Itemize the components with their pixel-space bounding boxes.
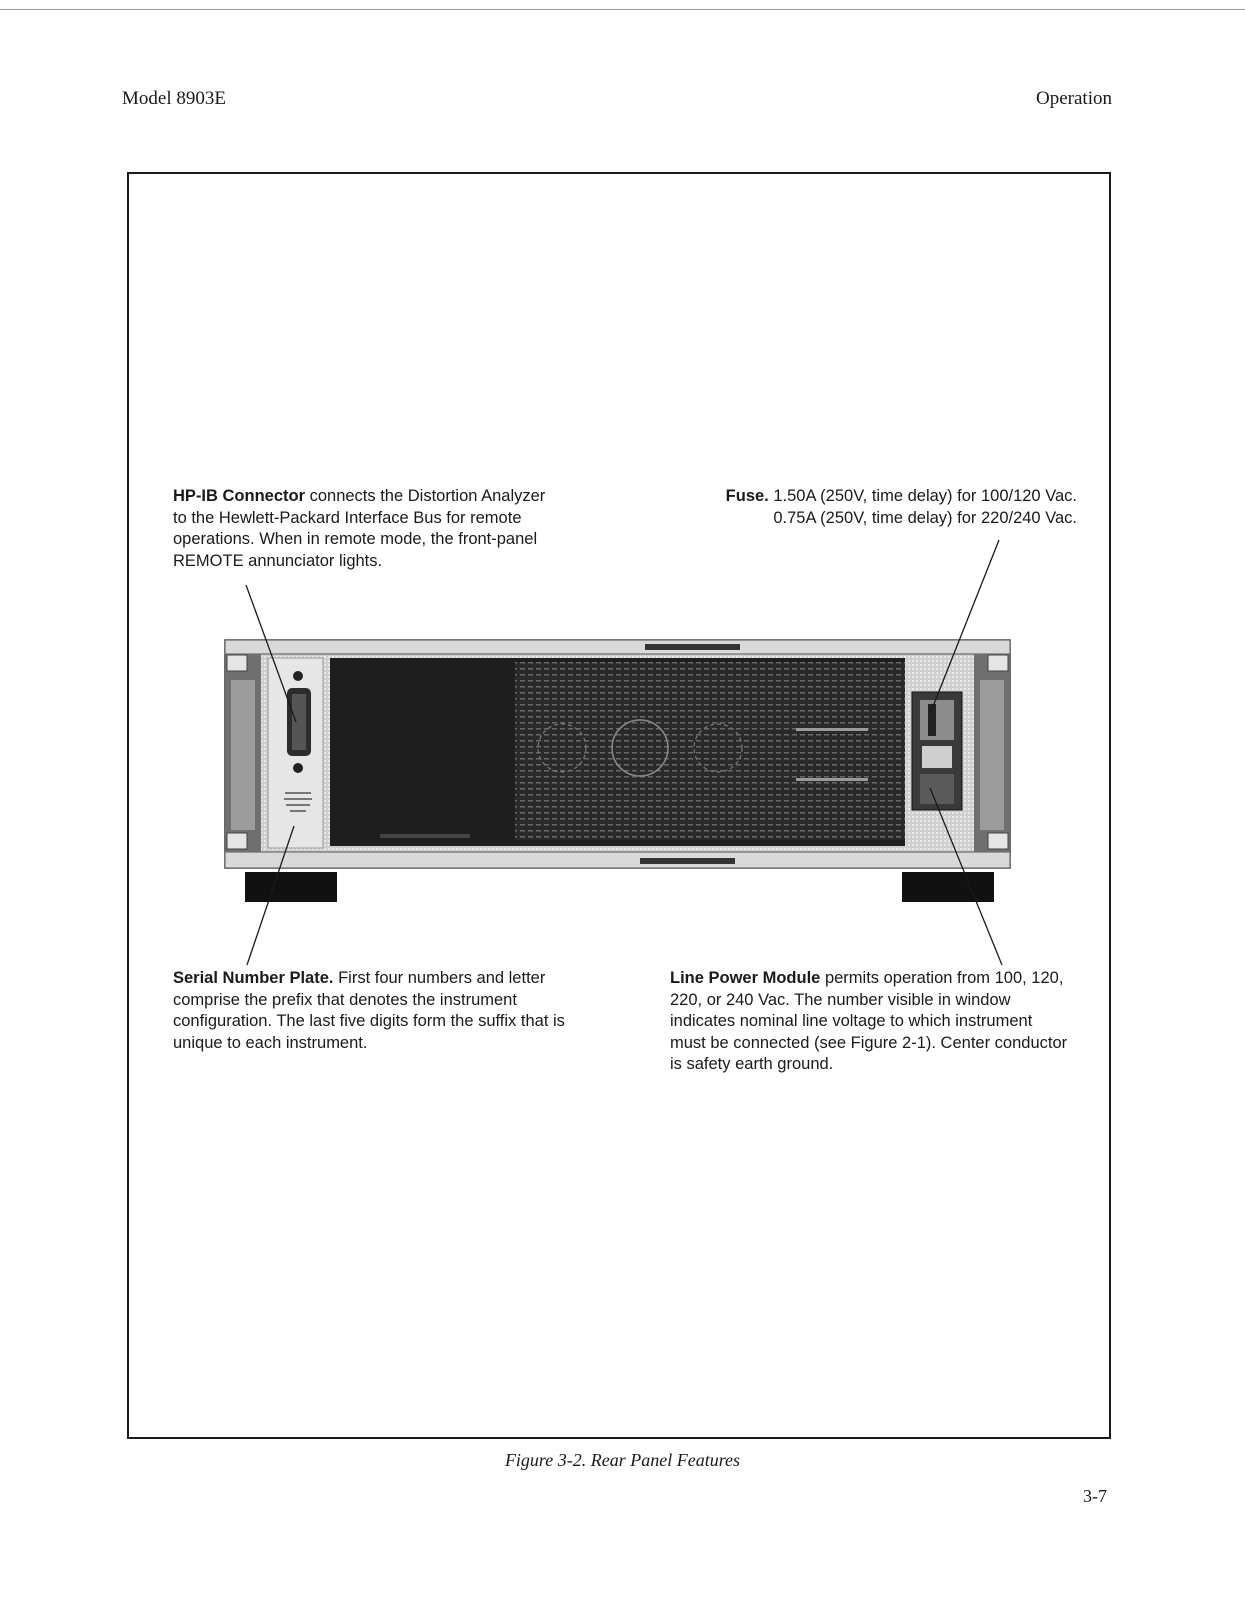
screw-icon <box>293 671 303 681</box>
fan-grille <box>515 662 905 840</box>
foot-left <box>245 872 337 902</box>
figure-caption: Figure 3-2. Rear Panel Features <box>504 1450 741 1470</box>
callout-hpib-title: HP-IB Connector <box>173 487 305 505</box>
callout-serial-title: Serial Number Plate. <box>173 969 334 987</box>
callout-fuse-line2: 0.75A (250V, time delay) for 220/240 Vac. <box>773 508 1077 527</box>
page-number: 3-7 <box>1083 1486 1107 1506</box>
callout-fuse-line1: 1.50A (250V, time delay) for 100/120 Vac. <box>773 487 1077 505</box>
foot-right <box>902 872 994 902</box>
callout-serial-text: First four numbers and letter comprise the prefix that denotes the instrument configuration. The last five digits form the suffix that is unique to each instrument. <box>173 969 565 1052</box>
callout-hpib-text: connects the Distortion Analyzer to the Hewlett-Packard Interface Bus for remote operations. When in remote mode, the front-panel REMOTE annunciator lights. <box>173 487 546 570</box>
section-header: Operation <box>1036 88 1112 109</box>
screw-icon <box>293 763 303 773</box>
callout-power-text: permits operation from 100, 120, 220, or 240 Vac. The number visible in window indicates nominal line voltage to which instrument must be connected (see Figure 2-1). Center conductor is safety earth ground. <box>670 969 1068 1073</box>
model-header: Model 8903E <box>122 88 226 109</box>
callout-power-title: Line Power Module <box>670 969 821 987</box>
callout-fuse-title: Fuse. <box>725 487 769 505</box>
